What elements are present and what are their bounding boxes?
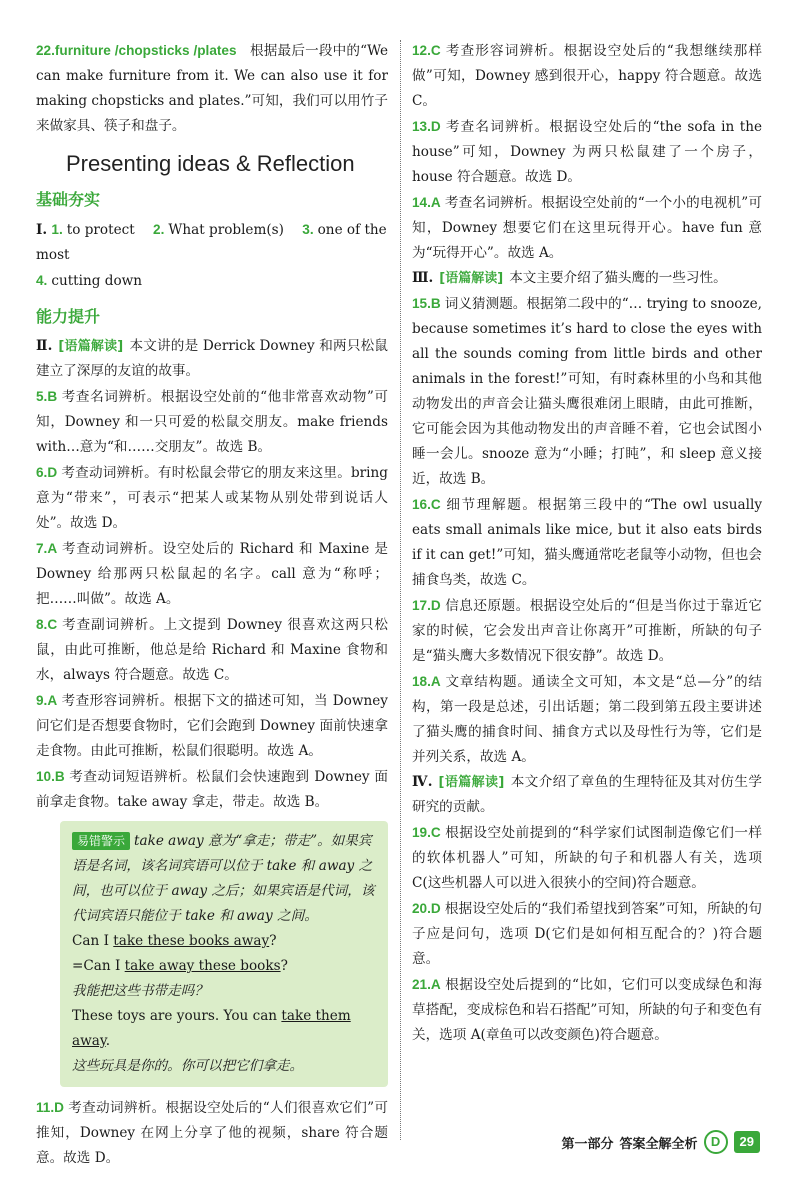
- basic-heading: 基础夯实: [36, 190, 101, 209]
- column-divider: [400, 40, 401, 1140]
- left-column: [36, 38, 388, 1171]
- fill-item: 3. one of the most: [36, 222, 387, 263]
- reading-tag: [语篇解读]: [438, 775, 505, 790]
- answer-item: 8.C 考查副词辨析。上文提到 Downey 很喜欢这两只松鼠，由此可推断，他总是给 Richard 和 Maxine 食物和水，always 符合题意。故选 C。: [36, 617, 388, 683]
- answer-item: 15.B 词义猜测题。根据第二段中的“… trying to snooze, because sometimes it’s hard to close the eyes with all the sounds coming from little birds and other animals in the forest!”可知，有时森林里的小鸟和其他动物发出的声音会让猫头鹰很难闭上眼睛，由此可推断，它可能会因为其他动物发出的声音睡不着，它也会试图小睡一会儿。snooze 意为“小睡；打盹”，和 sleep 意义接近，故选 B。: [412, 296, 762, 487]
- passage-intro: Ⅱ. [语篇解读] 本文讲的是 Derrick Downey 和两只松鼠建立了深厚的友谊的故事。: [36, 338, 388, 379]
- page-footer: [562, 1130, 761, 1154]
- ability-heading: 能力提升: [36, 307, 101, 326]
- note-translation: 我能把这些书带走吗？: [72, 983, 208, 999]
- error-warning-box: [60, 821, 388, 1087]
- passage-intro: Ⅲ. [语篇解读] 本文主要介绍了猫头鹰的一些习性。: [412, 270, 727, 286]
- section-title: Presenting ideas & Reflection: [66, 151, 355, 176]
- answer-item: 6.D 考查动词辨析。有时松鼠会带它的朋友来这里。bring 意为“带来”，可表示“把某人或某物从别处带到说话人处”。故选 D。: [36, 465, 388, 531]
- answer-item: 12.C 考查形容词辨析。根据设空处后的“我想继续那样做”可知，Downey 感到很开心，happy 符合题意。故选 C。: [412, 43, 762, 109]
- answer-item: 13.D 考查名词辨析。根据设空处后的“the sofa in the house”可知，Downey 为两只松鼠建了一个房子，house 符合题意。故选 D。: [412, 119, 762, 185]
- answer-item: 17.D 信息还原题。根据设空处后的“但是当你过于靠近它家的时候，它会发出声音让你离开”可推断，所缺的句子是“猫头鹰大多数情况下很安静”。故选 D。: [412, 598, 762, 664]
- item-answer: furniture /chopsticks /plates: [54, 43, 237, 58]
- answer-item: 16.C 细节理解题。根据第三段中的“The owl usually eats small animals like mice, but it also eats birds if it can get!”可知，猫头鹰通常吃老鼠等小动物，但也会捕食鸟类，故选 C。: [412, 497, 762, 588]
- note-example: =Can I take away these books?: [72, 958, 288, 974]
- note-example: Can I take these books away?: [72, 933, 277, 949]
- item-number: 22.: [36, 43, 55, 58]
- answer-item: 20.D 根据设空处后的“我们希望找到答案”可知，所缺的句子应是问句，选项 D(它们是如何相互配合的？)符合题意。: [412, 901, 762, 967]
- item-explanation: 根据最后一段中的“We can make furniture from it. We can also use it for making chopsticks and plates.”可知，我们可以用竹子来做家具、筷子和盘子。: [36, 43, 389, 134]
- answer-item: 11.D 考查动词辨析。根据设空处后的“人们很喜欢它们”可推知，Downey 在网上分享了他的视频，share 符合题意。故选 D。: [36, 1100, 388, 1166]
- fill-item: 1. to protect: [51, 222, 135, 238]
- footer-part: 第一部分: [561, 1136, 614, 1152]
- answer-item: 21.A 根据设空处后提到的“比如，它们可以变成绿色和海草搭配，变成棕色和岩石搭配”可知，所缺的句子和变色有关，选项 A(章鱼可以改变颜色)符合题意。: [412, 977, 762, 1043]
- answer-item: 5.B 考查名词辨析。根据设空处前的“他非常喜欢动物”可知，Downey 和一只可爱的松鼠交朋友。make friends with…意为“和……交朋友”。故选 B。: [36, 389, 388, 455]
- book-letter-badge: D: [704, 1130, 728, 1154]
- note-translation: 这些玩具是你的。你可以把它们拿走。: [72, 1058, 304, 1074]
- reading-tag: [语篇解读]: [58, 339, 124, 354]
- right-column: [412, 38, 762, 1048]
- answer-item: 19.C 根据设空处前提到的“科学家们试图制造像它们一样的软体机器人”可知，所缺的句子和机器人有关，选项 C(这些机器人可以进入很狭小的空间)符合题意。: [412, 825, 762, 891]
- passage-intro: Ⅳ. [语篇解读] 本文介绍了章鱼的生理特征及其对仿生学研究的贡献。: [412, 774, 762, 815]
- page-number: 29: [734, 1131, 760, 1153]
- answer-item: 9.A 考查形容词辨析。根据下文的描述可知，当 Downey 问它们是否想要食物时，它们会跑到 Downey 面前快速拿走食物。由此可推断，松鼠们很聪明。故选 A。: [36, 693, 388, 759]
- answer-item-22: [36, 38, 388, 139]
- answer-item: 10.B 考查动词短语辨析。松鼠们会快速跑到 Downey 面前拿走食物。take away 拿走，带走。故选 B。: [36, 769, 388, 810]
- fill-answers: [36, 217, 388, 294]
- fill-item: 4. cutting down: [36, 273, 143, 289]
- fill-item: 2. What problem(s): [153, 222, 284, 238]
- footer-title: 答案全解全析: [619, 1136, 698, 1152]
- note-rule: 易错警示 take away 意为“拿走；带走”。如果宾语是名词，该名词宾语可以位于 take 和 away 之间，也可以位于 away 之后；如果宾语是代词，该代词宾语只能位于 take 和 away 之间。: [72, 833, 375, 924]
- reading-tag: [语篇解读]: [439, 271, 504, 286]
- roman-numeral: Ⅰ.: [36, 222, 48, 238]
- answer-item: 14.A 考查名词辨析。根据设空处前的“一个小的电视机”可知，Downey 想要它们在这里玩得开心。have fun 意为“玩得开心”。故选 A。: [412, 195, 762, 261]
- answer-item: 7.A 考查动词辨析。设空处后的 Richard 和 Maxine 是 Downey 给那两只松鼠起的名字。call 意为“称呼；把……叫做”。故选 A。: [36, 541, 388, 607]
- answer-item: 18.A 文章结构题。通读全文可知，本文是“总—分”的结构，第一段是总述，引出话题；第二段到第五段主要讲述了猫头鹰的捕食时间、捕食方式以及母性行为等，它们是并列关系，故选 A。: [412, 674, 762, 765]
- note-label: 易错警示: [72, 832, 130, 850]
- note-example: These toys are yours. You can take them away.: [72, 1008, 351, 1049]
